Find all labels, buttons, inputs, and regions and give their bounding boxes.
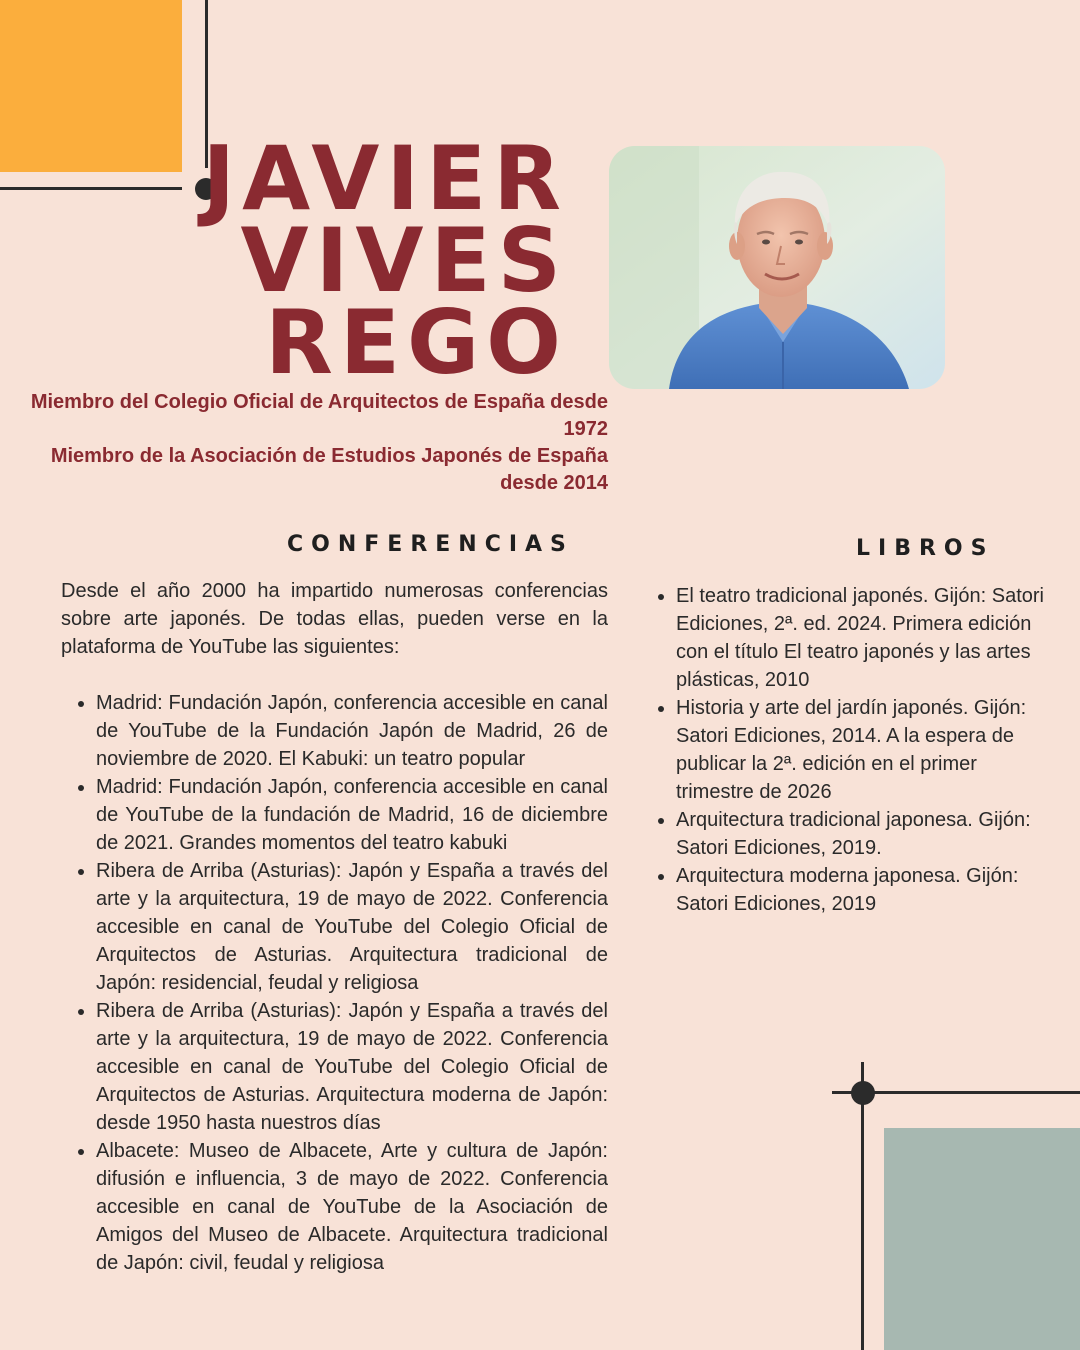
list-item: • Historia y arte del jardín japonés. Gijón: Satori Ediciones, 2014. A la espera de publicar la 2ª. edición en el primer trimestre de 2026 [676, 694, 1059, 806]
person-name [202, 127, 568, 394]
memberships [18, 389, 608, 497]
name-line-first: JAVIER [202, 127, 568, 230]
list-item: • El teatro tradicional japonés. Gijón: Satori Ediciones, 2ª. ed. 2024. Primera edición con el título El teatro japonés y las artes plásticas, 2010 [676, 582, 1059, 694]
name-line-second: VIVES [240, 209, 568, 312]
membership-architects: Miembro del Colegio Oficial de Arquitectos de España desde 1972 [30, 391, 608, 440]
libros-heading: LIBROS [856, 536, 995, 561]
conferencias-list [61, 689, 608, 1277]
libros-list [641, 582, 1059, 918]
list-item: • Madrid: Fundación Japón, conferencia accesible en canal de YouTube de la Fundación Japón de Madrid, 26 de noviembre de 2020. El Kabuki: un teatro popular [96, 689, 608, 773]
list-item: • Ribera de Arriba (Asturias): Japón y España a través del arte y la arquitectura, 19 de mayo de 2022. Conferencia accesible en canal de YouTube del Colegio Oficial de Arquitectos de Asturias. Arquitectura moderna de Japón: desde 1950 hasta nuestros días [96, 997, 608, 1137]
conferencias-heading: CONFERENCIAS [287, 532, 574, 557]
top-left-horizontal-line [0, 187, 182, 190]
bottom-right-dot-icon [851, 1081, 875, 1105]
list-item: • Ribera de Arriba (Asturias): Japón y España a través del arte y la arquitectura, 19 de mayo de 2022. Conferencia accesible en canal de YouTube del Colegio Oficial de Arquitectos de Asturias. Arquitectura tradicional de Japón: residencial, feudal y religiosa [96, 857, 608, 997]
name-line-third: REGO [265, 291, 568, 394]
list-item: • Madrid: Fundación Japón, conferencia accesible en canal de YouTube de la fundación de Madrid, 16 de diciembre de 2021. Grandes momentos del teatro kabuki [96, 773, 608, 857]
portrait-photo [609, 146, 945, 389]
conferencias-intro: Desde el año 2000 ha impartido numerosas conferencias sobre arte japonés. De todas ellas, pueden verse en la plataforma de YouTube las siguientes: [61, 580, 608, 658]
orange-square-decoration [0, 0, 182, 172]
list-item: • Albacete: Museo de Albacete, Arte y cultura de Japón: difusión e influencia, 3 de mayo de 2022. Conferencia accesible en canal de YouTube de la Asociación de Amigos del Museo de Albacete. Arquitectura tradicional de Japón: civil, feudal y religiosa [96, 1137, 608, 1277]
list-item: • Arquitectura tradicional japonesa. Gijón: Satori Ediciones, 2019. [676, 806, 1059, 862]
bottom-right-vertical-line [861, 1062, 864, 1350]
list-item: • Arquitectura moderna japonesa. Gijón: Satori Ediciones, 2019 [676, 862, 1059, 918]
membership-japanese-studies: Miembro de la Asociación de Estudios Japonés de España desde 2014 [50, 445, 608, 494]
teal-square-decoration [884, 1128, 1080, 1350]
